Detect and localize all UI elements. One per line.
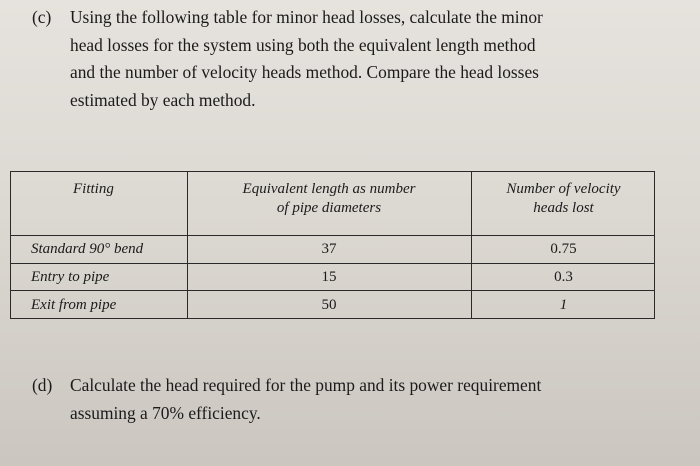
- equivalent-length-cell: 37: [321, 241, 337, 257]
- part-d-line: Calculate the head required for the pump and its power requirement: [70, 375, 542, 395]
- part-d-label: (d): [32, 375, 53, 395]
- equivalent-length-cell: 50: [321, 296, 337, 313]
- velocity-heads-cell: 1: [559, 296, 568, 313]
- part-c-line: Using the following table for minor head losses, calculate the minor: [70, 7, 543, 27]
- header-velocity-heads: [471, 172, 656, 235]
- part-c-line: head losses for the system using both the equivalent length method: [70, 34, 536, 55]
- header-fitting: Fitting: [73, 181, 114, 197]
- table-row: [11, 236, 654, 264]
- fitting-cell: Standard 90° bend: [31, 241, 144, 257]
- minor-head-loss-table: [10, 171, 655, 319]
- velocity-heads-cell: 0.75: [550, 241, 577, 257]
- part-d-line: assuming a 70% efficiency.: [70, 402, 261, 423]
- header-equivalent-length-line1: Equivalent length as number: [242, 181, 416, 197]
- header-equivalent-length-line2: of pipe diameters: [276, 200, 382, 216]
- header-velocity-heads-line2: heads lost: [533, 200, 594, 216]
- fitting-cell: Exit from pipe: [31, 296, 117, 313]
- fitting-cell: Entry to pipe: [31, 268, 110, 285]
- header-equivalent-length: [187, 172, 471, 235]
- part-c-line: estimated by each method.: [70, 89, 256, 110]
- equivalent-length-cell: 15: [321, 268, 337, 285]
- question-part-d: [32, 372, 682, 427]
- part-d-text: [70, 372, 682, 427]
- velocity-heads-cell: 0.3: [554, 268, 573, 285]
- table-row: [11, 291, 654, 319]
- table-header-row: [11, 172, 654, 236]
- part-c-label: (c): [32, 7, 52, 27]
- header-velocity-heads-line1: Number of velocity: [506, 181, 621, 197]
- part-c-line: and the number of velocity heads method. Compare the head losses: [70, 62, 539, 83]
- table-row: [11, 264, 654, 291]
- part-c-text: [70, 4, 682, 114]
- question-part-c: [32, 4, 682, 114]
